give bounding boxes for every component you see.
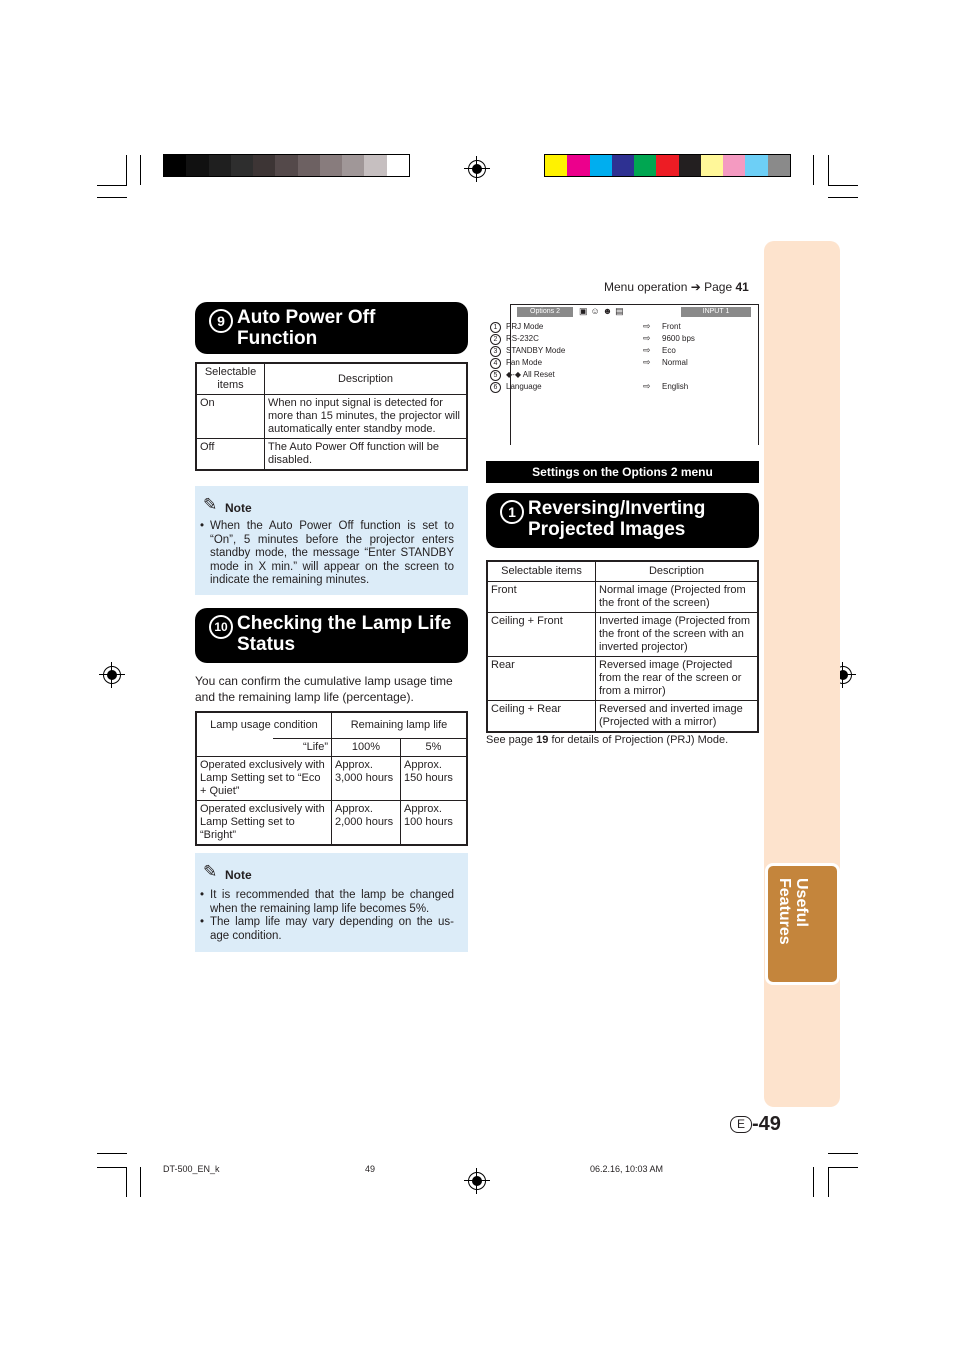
table-header: Lamp usage condition	[196, 712, 332, 738]
crop-mark	[97, 197, 127, 198]
crop-mark	[97, 1167, 127, 1168]
table-cell: Ceiling + Rear	[487, 700, 596, 732]
note-title: Note	[225, 868, 252, 882]
section-header-auto-power-off	[195, 302, 468, 354]
list-item: • It is recommended that the lamp be changed when the remaining lamp life becomes 5%.	[200, 889, 454, 916]
side-tab-line2: Features	[776, 878, 793, 945]
osd-caption: Settings on the Options 2 menu	[486, 461, 759, 483]
osd-item-label: Language	[506, 382, 542, 391]
osd-menu-item	[490, 346, 565, 357]
osd-item-value: Front	[662, 322, 681, 331]
crop-mark	[140, 1167, 141, 1197]
arrow-right-icon: ⇨	[643, 357, 651, 367]
circled-number: 4	[490, 358, 501, 369]
color-swatch	[253, 155, 275, 176]
color-swatch	[545, 155, 567, 176]
circled-number: 5	[490, 370, 501, 381]
osd-menu-item	[490, 358, 542, 369]
osd-tab-options2: Options 2	[517, 307, 573, 317]
osd-item-value: 9600 bps	[662, 334, 695, 343]
osd-item-label: Fan Mode	[506, 358, 543, 367]
table-cell: Approx. 100 hours	[401, 800, 468, 845]
color-swatch	[364, 155, 386, 176]
circled-number: 3	[490, 346, 501, 357]
arrow-right-icon: ⇨	[643, 381, 651, 391]
section-title-line2: Projected Images	[528, 519, 686, 540]
crop-mark	[828, 1167, 829, 1197]
table-header: Remaining lamp life	[332, 712, 468, 738]
table-cell: On	[196, 395, 265, 439]
osd-tab-icons: ▣☺☻▤	[579, 306, 627, 316]
table-header: 100%	[332, 738, 401, 756]
table-cell: Operated exclusively with Lamp Setting set to “Bright”	[196, 800, 332, 845]
color-swatch	[209, 155, 231, 176]
osd-menu-item	[490, 370, 555, 381]
osd-menu-item	[490, 322, 543, 333]
color-swatch	[612, 155, 634, 176]
osd-menu-item	[490, 382, 542, 393]
list-item: • When the Auto Power Off function is set to “On”, 5 minutes before the projector enters standby mode, the message “Enter STANDBY mode in X min.” will appear on the screen to indicate the remaining minutes.	[200, 520, 454, 588]
section-header-lamp-life	[195, 608, 468, 663]
crop-mark	[97, 1153, 127, 1154]
osd-item-label: ◆-◆ All Reset	[506, 370, 555, 379]
crop-mark	[813, 155, 814, 185]
table-header: Selectable items	[487, 561, 596, 581]
osd-input-label: INPUT 1	[681, 307, 751, 317]
osd-item-value: Normal	[662, 358, 688, 367]
table-cell: Off	[196, 439, 265, 471]
osd-menu-item	[490, 334, 539, 345]
side-tab-line1: Useful	[793, 878, 810, 927]
table-header: 5%	[401, 738, 468, 756]
table-cell: Ceiling + Front	[487, 612, 596, 656]
page-link[interactable]: 19	[536, 734, 549, 746]
section-title-line2: Function	[237, 328, 318, 349]
table-header: “Life”	[273, 738, 332, 756]
section-title-line2: Status	[237, 634, 296, 655]
crop-mark	[828, 185, 858, 186]
crop-mark	[126, 155, 127, 185]
color-swatch	[342, 155, 364, 176]
crop-mark	[813, 1167, 814, 1197]
color-swatch	[320, 155, 342, 176]
registration-mark	[468, 160, 486, 178]
color-swatch	[275, 155, 297, 176]
color-bar	[544, 154, 791, 177]
crop-mark	[126, 1167, 127, 1197]
table-cell: Reversed and inverted image (Projected with a mirror)	[596, 700, 759, 732]
page-number: E -49	[730, 1113, 781, 1136]
color-swatch	[567, 155, 589, 176]
footer-date: 06.2.16, 10:03 AM	[590, 1164, 664, 1174]
color-swatch	[701, 155, 723, 176]
table-cell: Front	[487, 581, 596, 612]
pencil-icon: ✎	[203, 495, 218, 514]
projection-mode-table	[486, 560, 759, 733]
table-cell: Inverted image (Projected from the front of the screen with an inverted projector)	[596, 612, 759, 656]
circled-number: 2	[490, 334, 501, 345]
crop-mark	[140, 155, 141, 185]
section-title-line1: Reversing/Inverting	[528, 498, 706, 519]
crop-mark	[828, 1153, 858, 1154]
note-box	[195, 486, 468, 595]
footer-file: DT-500_EN_k	[163, 1164, 220, 1174]
menu-reference: Menu operation ➔ Page 41	[604, 280, 749, 294]
section-title-line1: Checking the Lamp Life	[237, 613, 452, 634]
table-cell: The Auto Power Off function will be disabled.	[265, 439, 468, 471]
color-swatch	[723, 155, 745, 176]
arrow-right-icon: ⇨	[643, 345, 651, 355]
crop-mark	[828, 197, 858, 198]
table-cell: Operated exclusively with Lamp Setting set to “Eco + Quiet”	[196, 756, 332, 800]
section-number: 9	[209, 309, 233, 333]
grayscale-bar	[163, 154, 410, 177]
osd-item-label: RS-232C	[506, 334, 539, 343]
color-swatch	[231, 155, 253, 176]
lamp-life-table	[195, 711, 468, 846]
arrow-right-icon: ⇨	[643, 321, 651, 331]
registration-mark	[468, 1172, 486, 1190]
table-header: Description	[265, 363, 468, 395]
list-item: • The lamp life may vary depending on the us-age condition.	[200, 916, 454, 943]
section-number: 1	[500, 500, 524, 524]
color-swatch	[298, 155, 320, 176]
table-cell: Normal image (Projected from the front of the screen)	[596, 581, 759, 612]
side-tab-accent	[765, 863, 840, 985]
section-header-reversing	[486, 493, 759, 548]
table-cell: Approx. 3,000 hours	[332, 756, 401, 800]
arrow-right-icon: ⇨	[643, 333, 651, 343]
note-box	[195, 853, 468, 952]
table-header: Description	[596, 561, 759, 581]
color-swatch	[768, 155, 790, 176]
table-cell: When no input signal is detected for more than 15 minutes, the projector will automatically enter standby mode.	[265, 395, 468, 439]
color-swatch	[634, 155, 656, 176]
osd-item-value: English	[662, 382, 689, 391]
osd-item-value: Eco	[662, 346, 676, 355]
registration-mark	[103, 666, 121, 684]
see-page-reference: See page 19 for details of Projection (PRJ) Mode.	[486, 734, 729, 746]
circled-number: 6	[490, 382, 501, 393]
footer-page: 49	[365, 1164, 376, 1174]
note-list	[200, 520, 454, 588]
osd-item-label: STANDBY Mode	[506, 346, 566, 355]
table-cell: Approx. 2,000 hours	[332, 800, 401, 845]
table-header: Selectable items	[196, 363, 265, 395]
table-cell: Approx. 150 hours	[401, 756, 468, 800]
color-swatch	[745, 155, 767, 176]
circled-number: 1	[490, 322, 501, 333]
color-swatch	[387, 155, 409, 176]
color-swatch	[656, 155, 678, 176]
note-list	[200, 889, 454, 943]
pencil-icon: ✎	[203, 862, 218, 881]
color-swatch	[186, 155, 208, 176]
section-number: 10	[209, 615, 233, 639]
language-badge: E	[730, 1116, 752, 1133]
color-swatch	[164, 155, 186, 176]
crop-mark	[828, 1167, 858, 1168]
section-title-line1: Auto Power Off	[237, 307, 376, 328]
auto-power-off-table	[195, 362, 468, 471]
color-swatch	[679, 155, 701, 176]
color-swatch	[590, 155, 612, 176]
lamp-life-intro: You can confirm the cumulative lamp usage time and the remaining lamp life (percentage).	[195, 674, 453, 704]
crop-mark	[97, 185, 127, 186]
crop-mark	[828, 155, 829, 185]
osd-item-label: PRJ Mode	[506, 322, 544, 331]
note-title: Note	[225, 501, 252, 515]
table-cell: Rear	[487, 656, 596, 700]
table-cell: Reversed image (Projected from the rear of the screen or from a mirror)	[596, 656, 759, 700]
